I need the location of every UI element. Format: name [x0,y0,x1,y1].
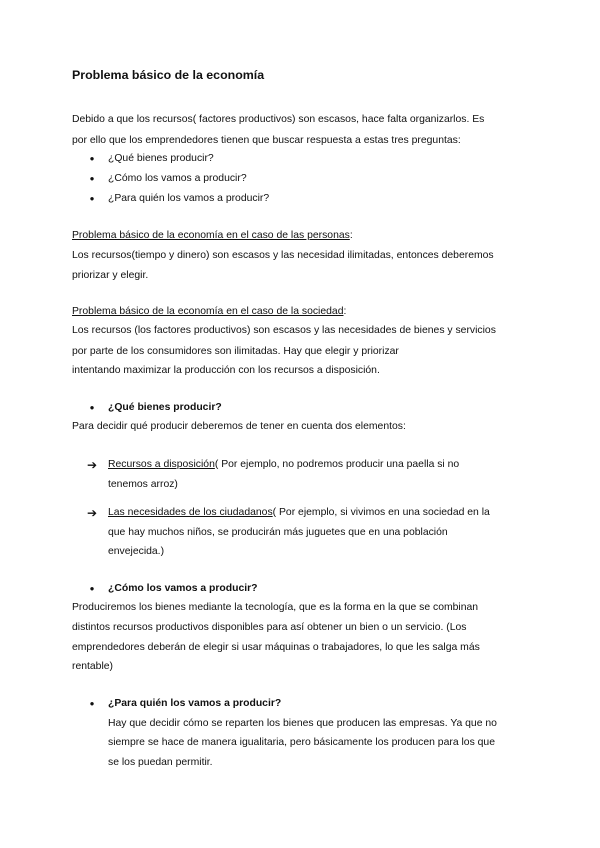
que-heading: ¿Qué bienes producir? [108,402,222,413]
sociedad-heading-text: Problema básico de la economía en el caso de la sociedad [72,306,344,317]
intro-line-1: Debido a que los recursos( factores productivos) son escasos, hace falta organizarlos. Es [72,114,485,125]
como-heading: ¿Cómo los vamos a producir? [108,583,258,594]
bullet-icon: ● [89,699,95,708]
bullet-icon: ● [89,584,95,593]
document-title: Problema básico de la economía [72,68,265,82]
personas-heading-colon: : [349,230,353,241]
personas-line-1: Los recursos(tiempo y dinero) son escasos y las necesidad ilimitadas, entonces deberemos [72,250,494,261]
intro-line-2: por ello que los emprendedores tienen que buscar respuesta a estas tres preguntas: [72,135,461,146]
que-intro: Para decidir qué producir deberemos de tener en cuenta dos elementos: [72,421,406,432]
arrow-right-icon: ➔ [87,506,98,520]
quien-line-1: Hay que decidir cómo se reparten los bienes que producen las empresas. Ya que no [108,718,497,729]
que-item-1-label: Recursos a disposición [108,459,215,470]
sociedad-heading-colon: : [343,306,347,317]
que-item-1-line-2: tenemos arroz) [108,479,178,490]
quien-heading: ¿Para quién los vamos a producir? [108,698,282,709]
que-item-2 [108,503,490,523]
como-line-4: rentable) [72,661,114,672]
sociedad-line-1: Los recursos (los factores productivos) son escasos y las necesidades de bienes y servicios [72,325,496,336]
section-personas-heading [72,226,353,246]
como-line-3: emprendedores deberán de elegir si usar máquinas o trabajadores, lo que les salga más [72,642,480,653]
bullet-icon: ● [89,194,95,203]
bullet-icon: ● [89,174,95,183]
que-item-1-rest: ( Por ejemplo, no podremos producir una paella si no [214,459,460,470]
como-line-2: distintos recursos productivos disponibles para así obtener un bien o un servicio. (Los [72,622,467,633]
personas-heading-text: Problema básico de la economía en el caso de las personas [72,230,350,241]
section-sociedad-heading [72,302,346,322]
que-item-1 [108,455,459,475]
que-item-2-rest: ( Por ejemplo, si vivimos en una sociedad en la [272,507,490,518]
que-item-2-line-2: que hay muchos niños, se producirán más juguetes que en una población [108,527,448,538]
sociedad-line-2: por parte de los consumidores son ilimitadas. Hay que elegir y priorizar [72,346,399,357]
que-item-2-line-3: envejecida.) [108,546,165,557]
quien-line-3: se los puedan permitir. [108,757,213,768]
sociedad-line-3: intentando maximizar la producción con los recursos a disposición. [72,365,380,376]
intro-question-1: ¿Qué bienes producir? [108,153,214,164]
arrow-right-icon: ➔ [87,458,98,472]
quien-line-2: siempre se hace de manera igualitaria, pero básicamente los producen para los que [108,737,495,748]
bullet-icon: ● [89,403,95,412]
que-item-2-label: Las necesidades de los ciudadanos [108,507,273,518]
como-line-1: Produciremos los bienes mediante la tecnología, que es la forma en la que se combinan [72,602,479,613]
bullet-icon: ● [89,154,95,163]
intro-question-3: ¿Para quién los vamos a producir? [108,193,270,204]
personas-line-2: priorizar y elegir. [72,270,149,281]
intro-question-2: ¿Cómo los vamos a producir? [108,173,247,184]
